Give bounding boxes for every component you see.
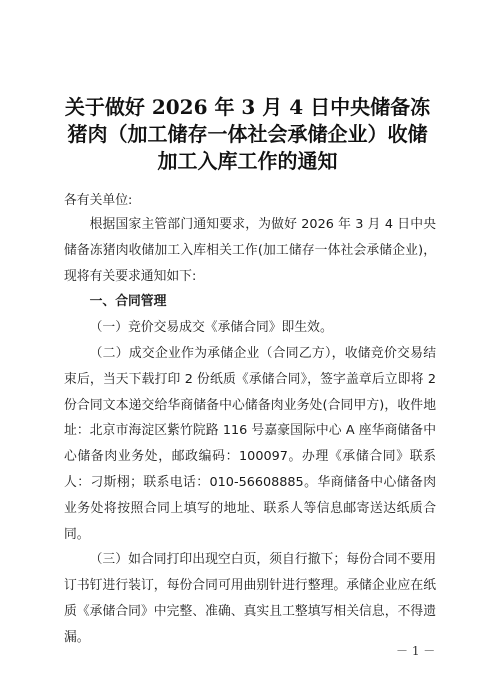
document-title: 关于做好 2026 年 3 月 4 日中央储备冻猪肉（加工储存一体社会承储企业）收储加工入库工作的通知: [64, 95, 431, 173]
intro-paragraph: 根据国家主管部门通知要求，为做好 2026 年 3 月 4 日中央储备冻猪肉收储加工入库相关工作(加工储存一体社会承储企业)，现将有关要求通知如下:: [64, 217, 436, 284]
salutation: 各有关单位:: [64, 193, 133, 208]
page-number: － 1 －: [396, 644, 436, 658]
section-heading-contract-management: 一、合同管理: [89, 294, 167, 310]
document-body: [64, 212, 436, 651]
contract-item-1: （一）竞价交易成交《承储合同》即生效。: [89, 320, 333, 336]
contract-item-3: （三）如合同打印出现空白页，须自行撤下；每份合同不要用订书钉进行装订，每份合同可用曲别针进行整理。承储企业应在纸质《承储合同》中完整、准确、真实且工整填写相关信息，不得遗漏。: [64, 552, 436, 645]
contract-item-2: （二）成交企业作为承储企业（合同乙方），收储竞价交易结束后，当天下载打印 2 份纸质《承储合同》，签字盖章后立即将 2 份合同文本递交给华商储备中心储备肉业务处(合同甲方)，收件地址：北京市海淀区紫竹院路 116 号嘉豪国际中心 A 座华商储备中心储备肉业务处，邮政编码：100097。办理《承储合同》联系人：刁斯栩；联系电话：010-56608885。华商储备中心储备肉业务处将按照合同上填写的地址、联系人等信息邮寄送达纸质合同。: [64, 345, 436, 542]
